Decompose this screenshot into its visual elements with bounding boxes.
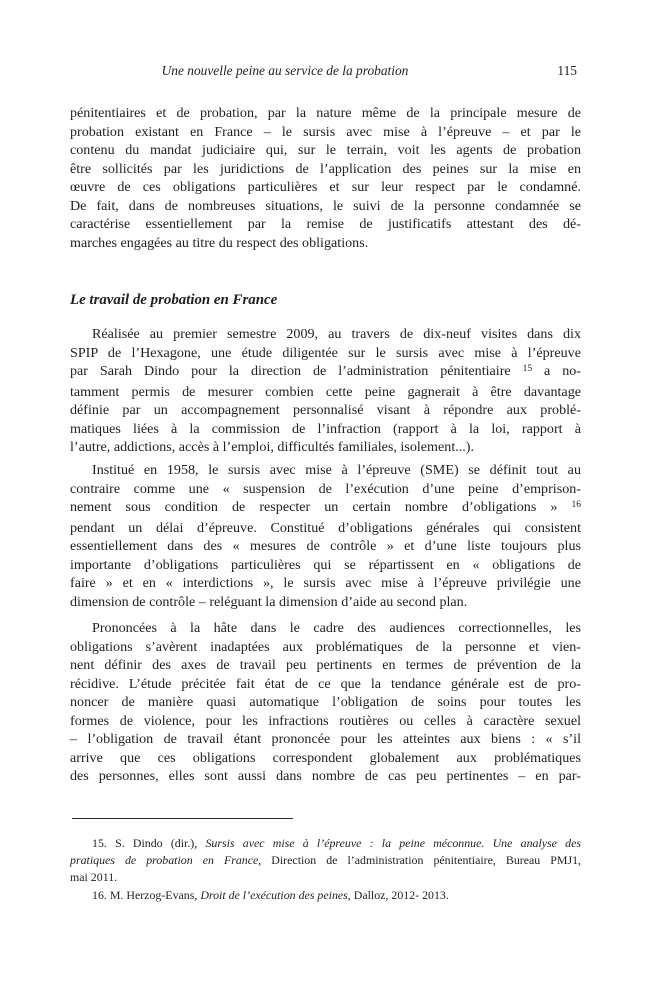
text-line: 15. S. Dindo (dir.), Sursis avec mise à l’épreuve : la peine méconnue. Une analyse des [92, 836, 582, 850]
text-line: Prononcées à la hâte dans le cadre des audiences correctionnelles, les [92, 620, 581, 636]
text-line: importante d’obligations particulières qui se répartissent en « obligations de [70, 556, 581, 573]
text-line: œuvre de ces obligations particulières et sur leur respect par le condamné. [70, 179, 581, 195]
text-line: contenu du mandat judiciaire qui, sur le terrain, voit les agents de probation [70, 142, 581, 158]
text-line: faire » et en « interdictions », le sursis avec mise à l’épreuve privilégie une [70, 575, 581, 591]
text-line: récidive. L’étude précitée fait état de ce que la tendance générale est de pro- [70, 675, 581, 692]
text-line: noncer de manière quasi automatique l’obligation de soins pour toutes les [70, 694, 581, 710]
footnote-separator [72, 818, 293, 819]
footnote-ref: 15 [522, 363, 533, 374]
text-line: matiques liées à la commission de l’infraction (rapport à la loi, rapport à [70, 420, 581, 437]
text-line: des personnes, elles sont aussi dans nombre de cas peu pertinentes – en par- [70, 768, 581, 784]
text-line: nement sous condition de respecter un certain nombre d’obligations » $^{16}$ [70, 499, 581, 515]
text-line: pendant un délai d’épreuve. Constitué d’obligations générales qui consistent [70, 519, 581, 536]
text-line: 16. M. Herzog-Evans, Droit de l’exécution des peines, Dalloz, 2012- 2013. [92, 887, 449, 902]
text-line: obligations s’avèrent inadaptées aux problématiques de la personne et vien- [70, 638, 581, 655]
paragraph [70, 325, 581, 457]
text-line: – l’obligation de travail étant prononcée pour les atteintes aux biens : « s’il [70, 731, 581, 747]
paragraph [70, 619, 581, 786]
text-line: Institué en 1958, le sursis avec mise à l’épreuve (SME) se définit tout au [92, 462, 581, 478]
text-line: pénitentiaires et de probation, par la nature même de la principale mesure de [70, 105, 581, 121]
text-line: par Sarah Dindo pour la direction de l’administration pénitentiaire $^{15}$ a no- [70, 363, 581, 379]
text-line: mai 2011. [70, 870, 118, 885]
text-line: probation existant en France – le sursis avec mise à l’épreuve – et par le [70, 123, 581, 140]
text-line: l’autre, addictions, accès à l’emploi, difficultés familiales, isolement...). [70, 439, 475, 455]
text-line: pratiques de probation en France, Direction de l’administration pénitentiaire, Bureau PMJ1, [70, 853, 581, 868]
footnote [70, 835, 581, 887]
text-line: contraire comme une « suspension de l’exécution d’une peine d’emprison- [70, 480, 581, 497]
footnote [70, 887, 581, 904]
text-line: nent définir des axes de travail peu pertinents en termes de prévention de la [70, 657, 581, 673]
text-line: caractérise essentiellement par la remise de justificatifs attestant des dé- [70, 216, 581, 232]
page-number: 115 [557, 63, 577, 78]
section-heading: Le travail de probation en France [70, 292, 278, 308]
paragraph [70, 104, 581, 252]
text-line: définie par un accompagnement personnalisé visant à répondre aux problé- [70, 402, 581, 418]
footnotes [70, 835, 581, 904]
text-line: être sollicités par les juridictions de l’application des peines sur la mise en [70, 160, 581, 177]
text-line: arrive que ces obligations correspondent globalement aux problématiques [70, 749, 581, 766]
footnote-ref: 16 [571, 499, 581, 510]
text-line: essentiellement dans des « mesures de contrôle » et d’une liste toujours plus [70, 538, 581, 554]
text-line: SPIP de l’Hexagone, une étude diligentée sur le sursis avec mise à l’épreuve [70, 344, 581, 361]
paragraph [70, 461, 581, 611]
running-header [70, 63, 581, 81]
header-title: Une nouvelle peine au service de la probation [161, 63, 409, 78]
text-line: dimension de contrôle – reléguant la dimension d’aide au second plan. [70, 593, 468, 610]
text-line: formes de violence, pour les infractions routières ou celles à caractère sexuel [70, 712, 581, 729]
text-line: marches engagées au titre du respect des obligations. [70, 234, 369, 251]
text-line: Réalisée au premier semestre 2009, au travers de dix-neuf visites dans dix [92, 326, 581, 342]
text-line: tamment permis de mesurer combien cette peine gagnerait à être davantage [70, 383, 581, 400]
text-line: De fait, dans de nombreuses situations, le suivi de la personne condamnée se [70, 197, 581, 214]
